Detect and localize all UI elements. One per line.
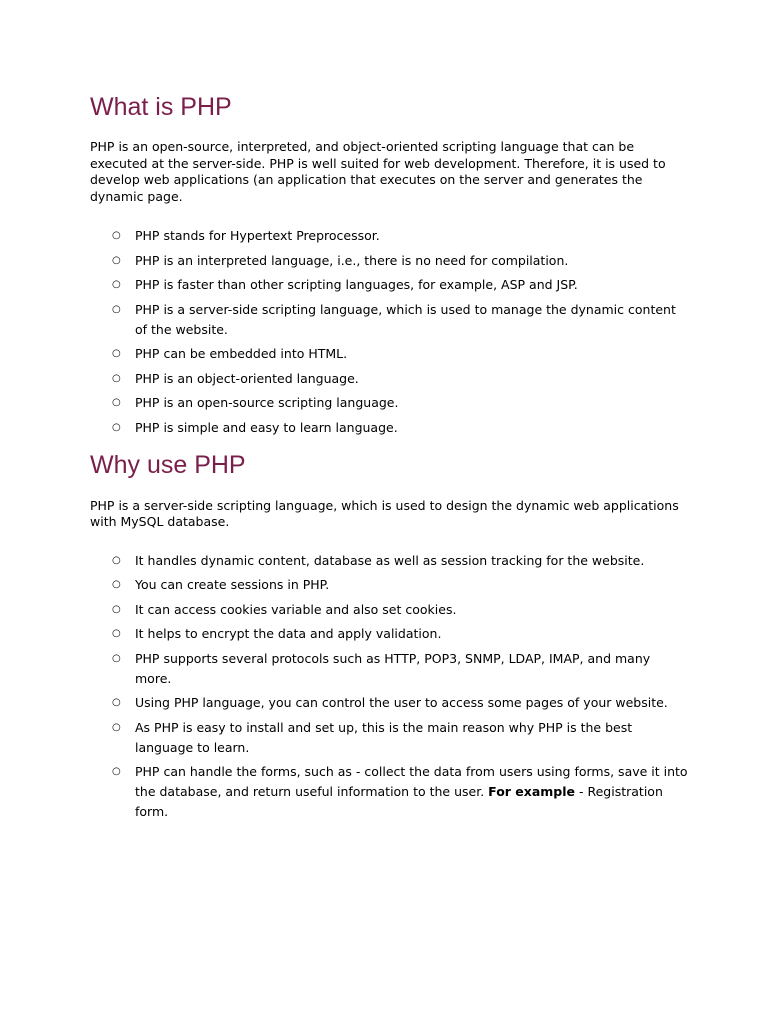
list-item-text: As PHP is easy to install and set up, this is the main reason why PHP is the best language to learn. bbox=[135, 719, 633, 755]
list-item-text: PHP is an open-source scripting language. bbox=[135, 395, 399, 410]
list-item bbox=[90, 718, 690, 758]
list-item bbox=[90, 600, 690, 620]
list-item-text: PHP is an interpreted language, i.e., there is no need for compilation. bbox=[135, 252, 569, 268]
list-item bbox=[90, 649, 690, 689]
list-item bbox=[90, 226, 690, 246]
list-item bbox=[90, 369, 690, 389]
list-item bbox=[90, 762, 690, 822]
list-item bbox=[90, 624, 690, 644]
list-item bbox=[90, 275, 690, 295]
list-item bbox=[90, 251, 690, 271]
list-item bbox=[90, 344, 690, 364]
list-what-is-php bbox=[90, 226, 690, 438]
list-item bbox=[90, 575, 690, 595]
list-item-text: PHP can handle the forms, such as - collect the data from users using forms, save it into the database, and return useful information to the user. bbox=[135, 764, 688, 799]
bullet-circle-icon: ○ bbox=[112, 254, 121, 266]
bullet-circle-icon: ○ bbox=[112, 554, 121, 566]
list-item bbox=[90, 418, 690, 438]
paragraph-why-use-php: PHP is a server-side scripting language, which is used to design the dynamic web applications with MySQL database. bbox=[90, 497, 679, 529]
bullet-circle-icon: ○ bbox=[112, 652, 121, 664]
bullet-circle-icon: ○ bbox=[112, 579, 121, 590]
list-item-text: PHP stands for Hypertext Preprocessor. bbox=[135, 228, 380, 243]
bullet-circle-icon: ○ bbox=[112, 372, 121, 384]
list-item-text: PHP is an object-oriented language. bbox=[135, 370, 359, 386]
list-item-text: It helps to encrypt the data and apply validation. bbox=[135, 626, 442, 641]
bullet-circle-icon: ○ bbox=[112, 421, 121, 433]
list-item-text: PHP is faster than other scripting languages, for example, ASP and JSP. bbox=[135, 277, 578, 292]
heading-what-is-php: What is PHP bbox=[90, 93, 232, 121]
bold-emphasis: For example bbox=[488, 784, 576, 799]
list-item-text: PHP is simple and easy to learn language. bbox=[135, 419, 398, 435]
bullet-circle-icon: ○ bbox=[112, 697, 121, 708]
list-item-text: PHP supports several protocols such as HTTP, POP3, SNMP, LDAP, IMAP, and many more. bbox=[135, 650, 651, 686]
bullet-circle-icon: ○ bbox=[112, 397, 121, 408]
list-item-text: It can access cookies variable and also set cookies. bbox=[135, 601, 457, 617]
list-item-text: PHP can be embedded into HTML. bbox=[135, 346, 348, 361]
bullet-circle-icon: ○ bbox=[112, 230, 121, 241]
list-why-use-php bbox=[90, 551, 690, 823]
bullet-circle-icon: ○ bbox=[112, 279, 121, 290]
list-item bbox=[90, 393, 690, 413]
bullet-circle-icon: ○ bbox=[112, 766, 121, 777]
list-item bbox=[90, 300, 690, 340]
list-item-text: PHP is a server-side scripting language, which is used to manage the dynamic content of the website. bbox=[135, 301, 676, 337]
bullet-circle-icon: ○ bbox=[112, 721, 121, 733]
list-item-suffix: - Registration form. bbox=[135, 784, 663, 819]
heading-why-use-php: Why use PHP bbox=[90, 450, 246, 479]
bullet-circle-icon: ○ bbox=[112, 348, 121, 359]
list-item-text: It handles dynamic content, database as well as session tracking for the website. bbox=[135, 552, 645, 568]
list-item-text: Using PHP language, you can control the user to access some pages of your website. bbox=[135, 695, 668, 710]
list-item-text: You can create sessions in PHP. bbox=[135, 577, 330, 592]
document-page bbox=[90, 92, 690, 827]
paragraph-what-is-php: PHP is an open-source, interpreted, and object-oriented scripting language that can be executed at the server-side. PHP is well suited for web development. Therefore, it is used to develop web applications (an application that executes on the server and generates the dynamic page. bbox=[90, 139, 666, 204]
bullet-circle-icon: ○ bbox=[112, 603, 121, 615]
list-item bbox=[90, 551, 690, 571]
list-item bbox=[90, 693, 690, 713]
bullet-circle-icon: ○ bbox=[112, 628, 121, 639]
bullet-circle-icon: ○ bbox=[112, 303, 121, 315]
